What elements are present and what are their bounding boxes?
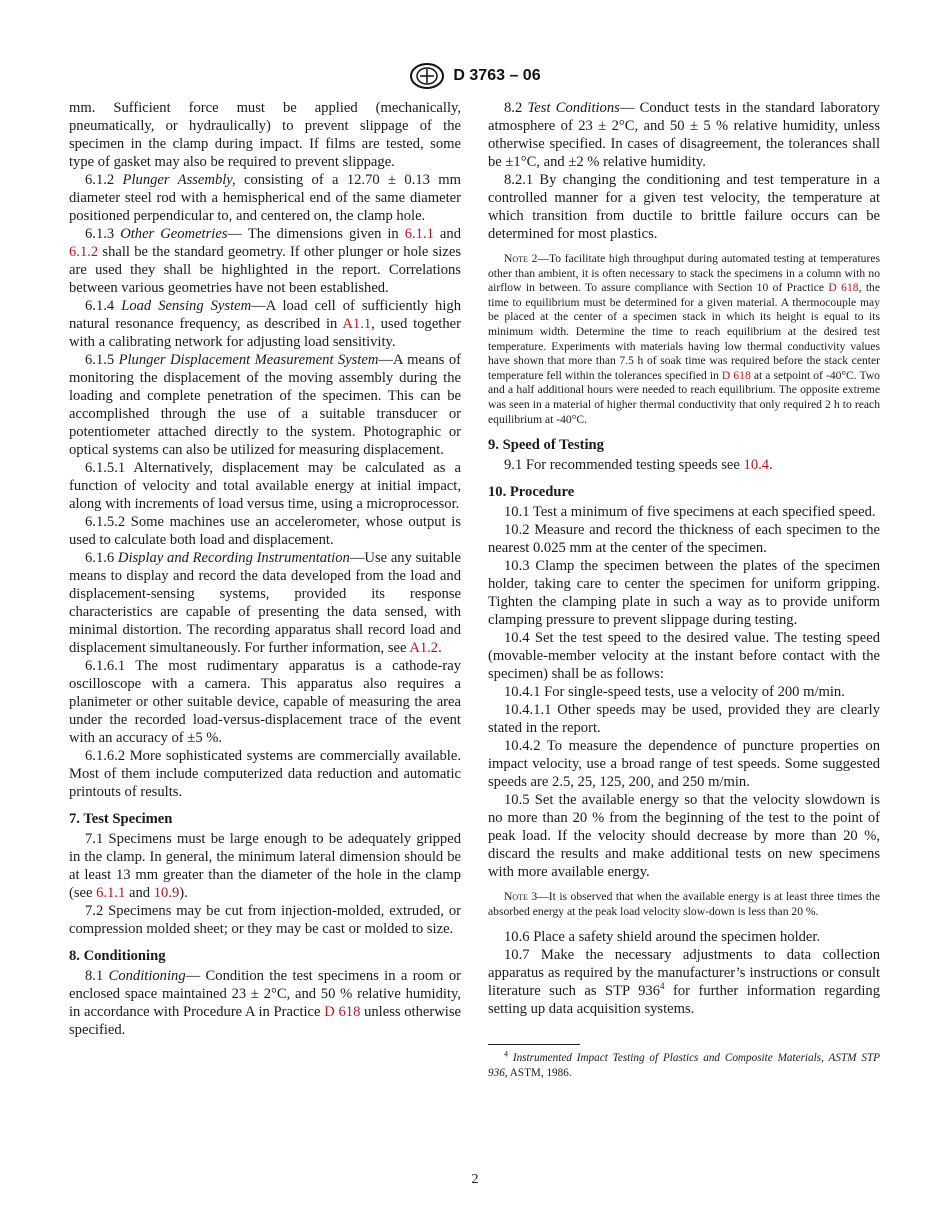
paragraph-6-1-5: 6.1.5 Plunger Displacement Measurement System—A means of monitoring the displacement of the moving assembly during the loading and complete penetration of the specimen. This can be accomplished through the use of a suitable transducer or potentiometer attached directly to the system. Photographic or optical systems can also be utilized for measuring displacement.: [69, 352, 461, 458]
paragraph-10-4-1: 10.4.1 For single-speed tests, use a velocity of 200 m/min.: [504, 684, 845, 701]
ref-6-1-1-link[interactable]: 6.1.1: [404, 226, 434, 242]
paragraph-10-4-2: 10.4.2 To measure the dependence of puncture properties on impact velocity, use a broad range of test speeds. Some suggested speeds are 2.5, 25, 125, 200, and 250 m/min.: [488, 738, 880, 791]
paragraph-7-1: 7.1 Specimens must be large enough to be adequately gripped in the clamp. In general, the minimum lateral dimension should be at least 13 mm greater than the diameter of the hole in the clamp (see 6.1.1 and 10.9).: [69, 831, 461, 901]
paragraph-9-1: 9.1 For recommended testing speeds see 10.4.: [504, 457, 773, 474]
note-3: Note 3—It is observed that when the available energy is at least three times the absorbed energy at the peak load velocity slow-down is less than 20 %.: [488, 890, 881, 918]
paragraph-10-6: 10.6 Place a safety shield around the specimen holder.: [504, 929, 821, 946]
paragraph-6-1-6: 6.1.6 Display and Recording Instrumentation—Use any suitable means to display and record the data developed from the load and displacement-sensing systems, provided its response characteristics are capable of presenting the data sensed, with minimal distortion. The recording apparatus shall record load and displacement simultaneously. For further information, see A1.2.: [69, 550, 461, 656]
paragraph-6-1-3: 6.1.3 Other Geometries— The dimensions given in 6.1.1 and 6.1.2 shall be the standard geometry. If other plunger or hole sizes are used they shall be highlighted in the report. Correlations between various geometries have not been established.: [69, 226, 461, 296]
section-heading-10: 10. Procedure: [488, 484, 575, 501]
ref-6-1-1-link[interactable]: 6.1.1: [96, 885, 126, 901]
paragraph-10-2: 10.2 Measure and record the thickness of each specimen to the nearest 0.025 mm at the center of the specimen.: [488, 522, 880, 557]
footnote-marker: 4: [660, 981, 665, 992]
paragraph-6-1-5-1: 6.1.5.1 Alternatively, displacement may be calculated as a function of velocity and total available energy at initial impact, along with increments of load versus time, using a microprocessor.: [69, 460, 461, 512]
paragraph-6-1-5-2: 6.1.5.2 Some machines use an accelerometer, whose output is used to calculate both load and displacement.: [69, 514, 461, 548]
page-header: [0, 62, 950, 90]
paragraph-10-4: 10.4 Set the test speed to the desired value. The testing speed (movable-member velocity at the instant before contact with the specimen) shall be as follows:: [488, 630, 880, 683]
ref-6-1-2-link[interactable]: 6.1.2: [69, 244, 99, 260]
section-heading-8: 8. Conditioning: [69, 948, 166, 964]
ref-d618-link[interactable]: D 618: [324, 1004, 361, 1020]
ref-10-9-link[interactable]: 10.9: [153, 885, 180, 901]
section-heading-7: 7. Test Specimen: [69, 811, 173, 827]
paragraph-6-1-1-continued: mm. Sufficient force must be applied (mechanically, pneumatically, or hydraulically) to prevent slippage of the specimen in the clamp during impact. If films are tested, some type of gasket may also be required to prevent slippage.: [69, 100, 461, 170]
astm-logo-icon: [409, 62, 445, 90]
paragraph-8-1: 8.1 Conditioning— Condition the test specimens in a room or enclosed space maintained 23 ± 2°C, and 50 % relative humidity, in accordance with Procedure A in Practice D 618 unless otherwise specified.: [69, 968, 461, 1038]
ref-d618-link[interactable]: D 618: [828, 281, 859, 295]
ref-10-4-link[interactable]: 10.4: [743, 457, 770, 474]
footnote-4: $^4$ Instrumented Impact Testing of Plastics and Composite Materials, ASTM STP 936, ASTM, 1986.: [488, 1049, 880, 1079]
paragraph-10-1: 10.1 Test a minimum of five specimens at each specified speed.: [504, 504, 876, 521]
paragraph-10-3: 10.3 Clamp the specimen between the plates of the specimen holder, taking care to center the specimen for uniform gripping. Tighten the clamping plate in such a way as to provide uniform clamping pressure to prevent slippage during testing.: [488, 558, 880, 629]
paragraph-6-1-6-2: 6.1.6.2 More sophisticated systems are commercially available. Most of them include computerized data reduction and automatic printouts of results.: [69, 748, 461, 800]
paragraph-7-2: 7.2 Specimens may be cut from injection-molded, extruded, or compression molded sheet; or they may be cast or molded to size.: [69, 903, 461, 937]
left-column: [69, 99, 461, 1039]
paragraph-6-1-6-1: 6.1.6.1 The most rudimentary apparatus is a cathode-ray oscilloscope with a camera. This apparatus also requires a planimeter or other suitable device, capable of measuring the area under the recorded load-versus-displacement trace of the event with an accuracy of ±5 %.: [69, 658, 461, 746]
right-column: [488, 99, 880, 1080]
ref-a1-1-link[interactable]: A1.1: [342, 316, 372, 332]
section-heading-9: 9. Speed of Testing: [488, 437, 604, 454]
paragraph-10-4-1-1: 10.4.1.1 Other speeds may be used, provided they are clearly stated in the report.: [488, 702, 880, 737]
paragraph-10-5: 10.5 Set the available energy so that the velocity slowdown is no more than 20 % from the beginning of the test to the point of peak load. If the velocity should decrease by more than 20 %, discard the results and make additional tests on new specimens with more available energy.: [488, 792, 880, 881]
paragraph-8-2: 8.2 Test Conditions— Conduct tests in the standard laboratory atmosphere of 23 ± 2°C, and 50 ± 5 % relative humidity, unless otherwise specified. In cases of disagreement, the tolerances shall be ±1°C, and ±2 % relative humidity.: [488, 100, 880, 170]
note-2: Note 2—To facilitate high throughput during automated testing at temperatures other than ambient, it is often necessary to stack the specimens in a column with no airflow in between. To assure compliance with Section 10 of Practice D 618, the time to equilibrium must be determined for a given material. A thermocouple may be placed at the center of a specimen stack in which its height is equal to its minimum width. Determine the time to reach equilibrium at the desired test temperature. Experiments with materials having low thermal conductivity values have shown that more than 7.5 h of soak time was required before the stack center temperature fell within the tolerances specified in D 618 at a setpoint of -40°C. Two and a half additional hours were needed to reach equilibrium. The opposite extreme was seen in a material of higher thermal conductivity that only required 2 h to reach equilibrium at -40°C.: [488, 252, 881, 426]
paragraph-8-2-1: 8.2.1 By changing the conditioning and test temperature in a controlled manner for a given test velocity, the temperature at which transition from ductile to brittle failure occurs can be determined for most plastics.: [488, 172, 880, 242]
document-designation: D 3763 – 06: [453, 67, 541, 84]
page-number: 2: [471, 1172, 479, 1187]
paragraph-6-1-2: 6.1.2 Plunger Assembly, consisting of a 12.70 ± 0.13 mm diameter steel rod with a hemispherical end of the same diameter positioned perpendicular to, and centered on, the clamp hole.: [69, 172, 461, 224]
ref-d618-link[interactable]: D 618: [721, 368, 751, 382]
paragraph-6-1-4: 6.1.4 Load Sensing System—A load cell of sufficiently high natural resonance frequency, as described in A1.1, used together with a calibrating network for adjusting load sensitivity.: [69, 298, 462, 350]
ref-a1-2-link[interactable]: A1.2: [409, 640, 439, 656]
paragraph-10-7: 10.7 Make the necessary adjustments to data collection apparatus as required by the manufacturer’s instructions or consult literature such as STP $936^4$ for further information regarding setting up data acquisition systems.: [488, 947, 880, 1018]
footnote-divider: [488, 1044, 580, 1045]
